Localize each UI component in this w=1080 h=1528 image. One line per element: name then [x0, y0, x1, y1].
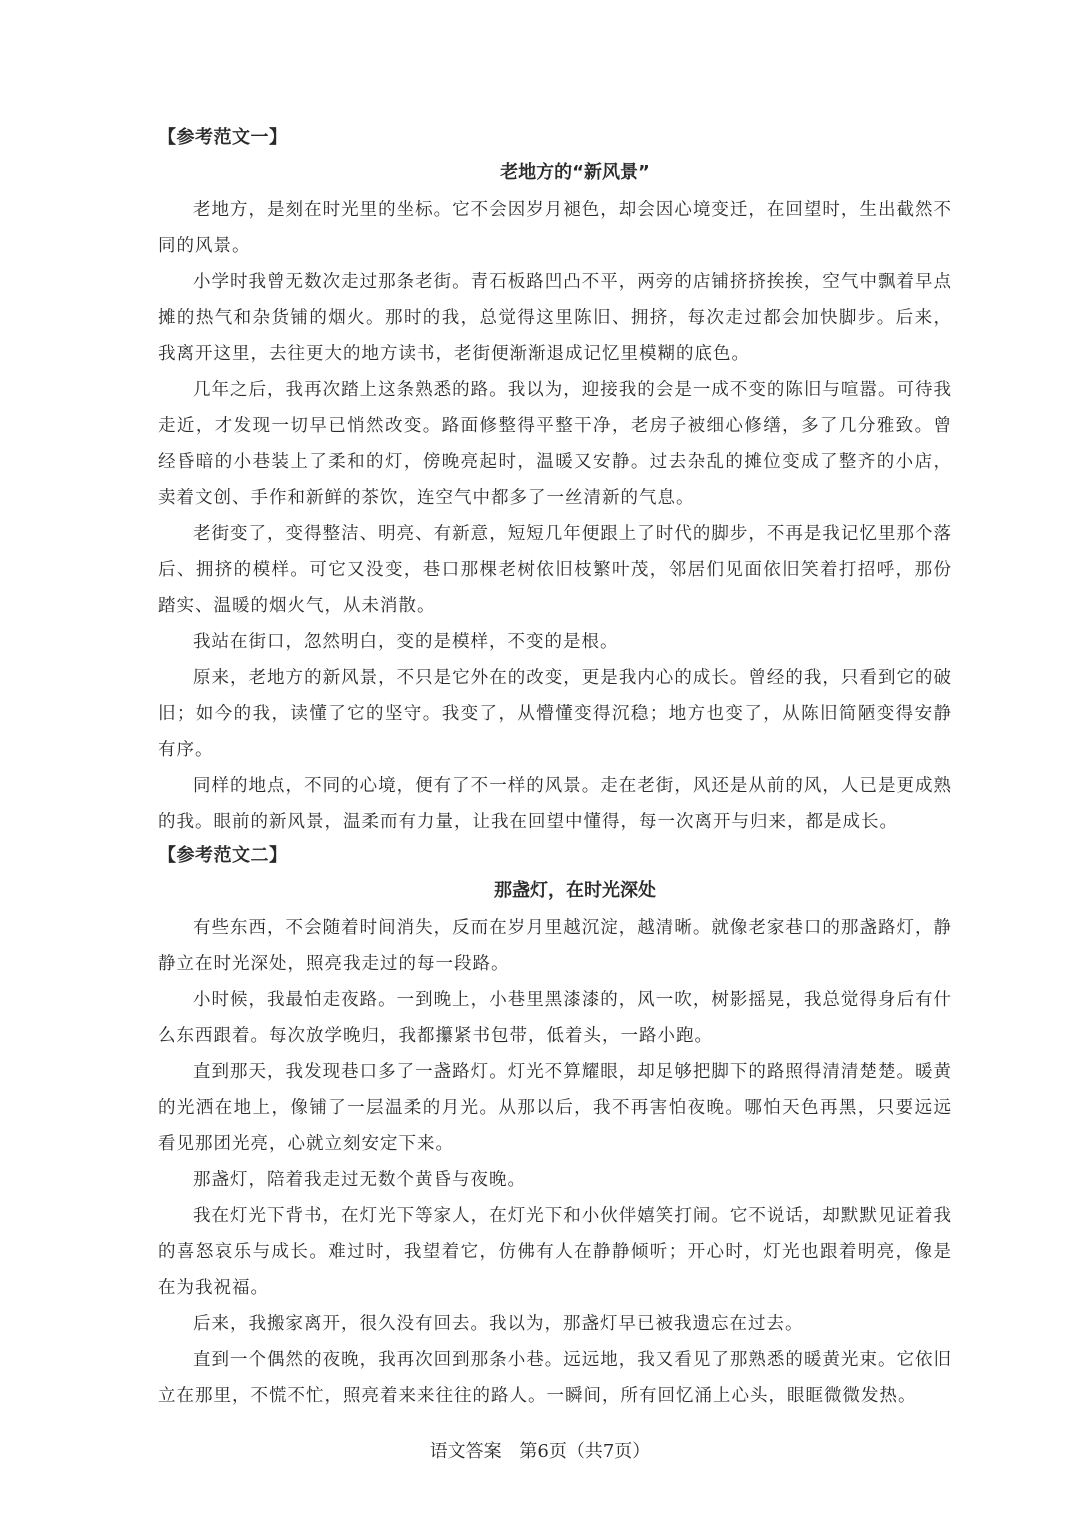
- essay2-paragraph: 我在灯光下背书，在灯光下等家人，在灯光下和小伙伴嬉笑打闹。它不说话，却默默见证着我的喜怒哀乐与成长。难过时，我望着它，仿佛有人在静静倾听；开心时，灯光也跟着明亮，像是在为我祝福。: [158, 1206, 952, 1298]
- footer-subject: 语文答案: [429, 1441, 502, 1462]
- essay2-paragraph: 那盏灯，陪着我走过无数个黄昏与夜晚。: [193, 1170, 526, 1190]
- page-content: [158, 122, 952, 1414]
- essay2-paragraph: 直到一个偶然的夜晚，我再次回到那条小巷。远远地，我又看见了那熟悉的暖黄光束。它依旧立在那里，不慌不忙，照亮着来来往往的路人。一瞬间，所有回忆涌上心头，眼眶微微发热。: [158, 1350, 952, 1406]
- footer-page-number: 第6页（共7页）: [519, 1441, 651, 1462]
- essay2-paragraph: 小时候，我最怕走夜路。一到晚上，小巷里黑漆漆的，风一吹，树影摇晃，我总觉得身后有什么东西跟着。每次放学晚归，我都攥紧书包带，低着头，一路小跑。: [158, 990, 952, 1046]
- essay1-paragraph: 原来，老地方的新风景，不只是它外在的改变，更是我内心的成长。曾经的我，只看到它的破旧；如今的我，读懂了它的坚守。我变了，从懵懂变得沉稳；地方也变了，从陈旧简陋变得安静有序。: [158, 668, 952, 760]
- essay1-paragraph: 小学时我曾无数次走过那条老街。青石板路凹凸不平，两旁的店铺挤挤挨挨，空气中飘着早点摊的热气和杂货铺的烟火。那时的我，总觉得这里陈旧、拥挤，每次走过都会加快脚步。后来，我离开这里，去往更大的地方读书，老街便渐渐退成记忆里模糊的底色。: [158, 272, 952, 364]
- essay2-title: 那盏灯，在时光深处: [494, 880, 656, 901]
- essay1-label: 【参考范文一】: [158, 127, 288, 148]
- page-footer: [0, 1438, 1080, 1466]
- essay1-paragraph: 老街变了，变得整洁、明亮、有新意，短短几年便跟上了时代的脚步，不再是我记忆里那个落后、拥挤的模样。可它又没变，巷口那棵老树依旧枝繁叶茂，邻居们见面依旧笑着打招呼，那份踏实、温暖的烟火气，从未消散。: [158, 524, 952, 616]
- essay1-paragraph: 同样的地点，不同的心境，便有了不一样的风景。走在老街，风还是从前的风，人已是更成熟的我。眼前的新风景，温柔而有力量，让我在回望中懂得，每一次离开与归来，都是成长。: [158, 776, 952, 832]
- essay1-paragraph: 我站在街口，忽然明白，变的是模样，不变的是根。: [193, 632, 619, 652]
- essay1-title: 老地方的“新风景”: [500, 162, 650, 183]
- essay2-paragraph: 直到那天，我发现巷口多了一盏路灯。灯光不算耀眼，却足够把脚下的路照得清清楚楚。暖黄的光洒在地上，像铺了一层温柔的月光。从那以后，我不再害怕夜晚。哪怕天色再黑，只要远远看见那团光亮，心就立刻安定下来。: [158, 1062, 952, 1154]
- essay2-label: 【参考范文二】: [158, 845, 288, 866]
- essay1-paragraph: 几年之后，我再次踏上这条熟悉的路。我以为，迎接我的会是一成不变的陈旧与喧嚣。可待我走近，才发现一切早已悄然改变。路面修整得平整干净，老房子被细心修缮，多了几分雅致。曾经昏暗的小巷装上了柔和的灯，傍晚亮起时，温暖又安静。过去杂乱的摊位变成了整齐的小店，卖着文创、手作和新鲜的茶饮，连空气中都多了一丝清新的气息。: [158, 380, 952, 508]
- essay1-paragraph: 老地方，是刻在时光里的坐标。它不会因岁月褪色，却会因心境变迁，在回望时，生出截然不同的风景。: [158, 200, 952, 256]
- essay2-paragraph: 有些东西，不会随着时间消失，反而在岁月里越沉淀，越清晰。就像老家巷口的那盏路灯，静静立在时光深处，照亮我走过的每一段路。: [158, 918, 952, 974]
- essay2-paragraph: 后来，我搬家离开，很久没有回去。我以为，那盏灯早已被我遗忘在过去。: [193, 1314, 804, 1334]
